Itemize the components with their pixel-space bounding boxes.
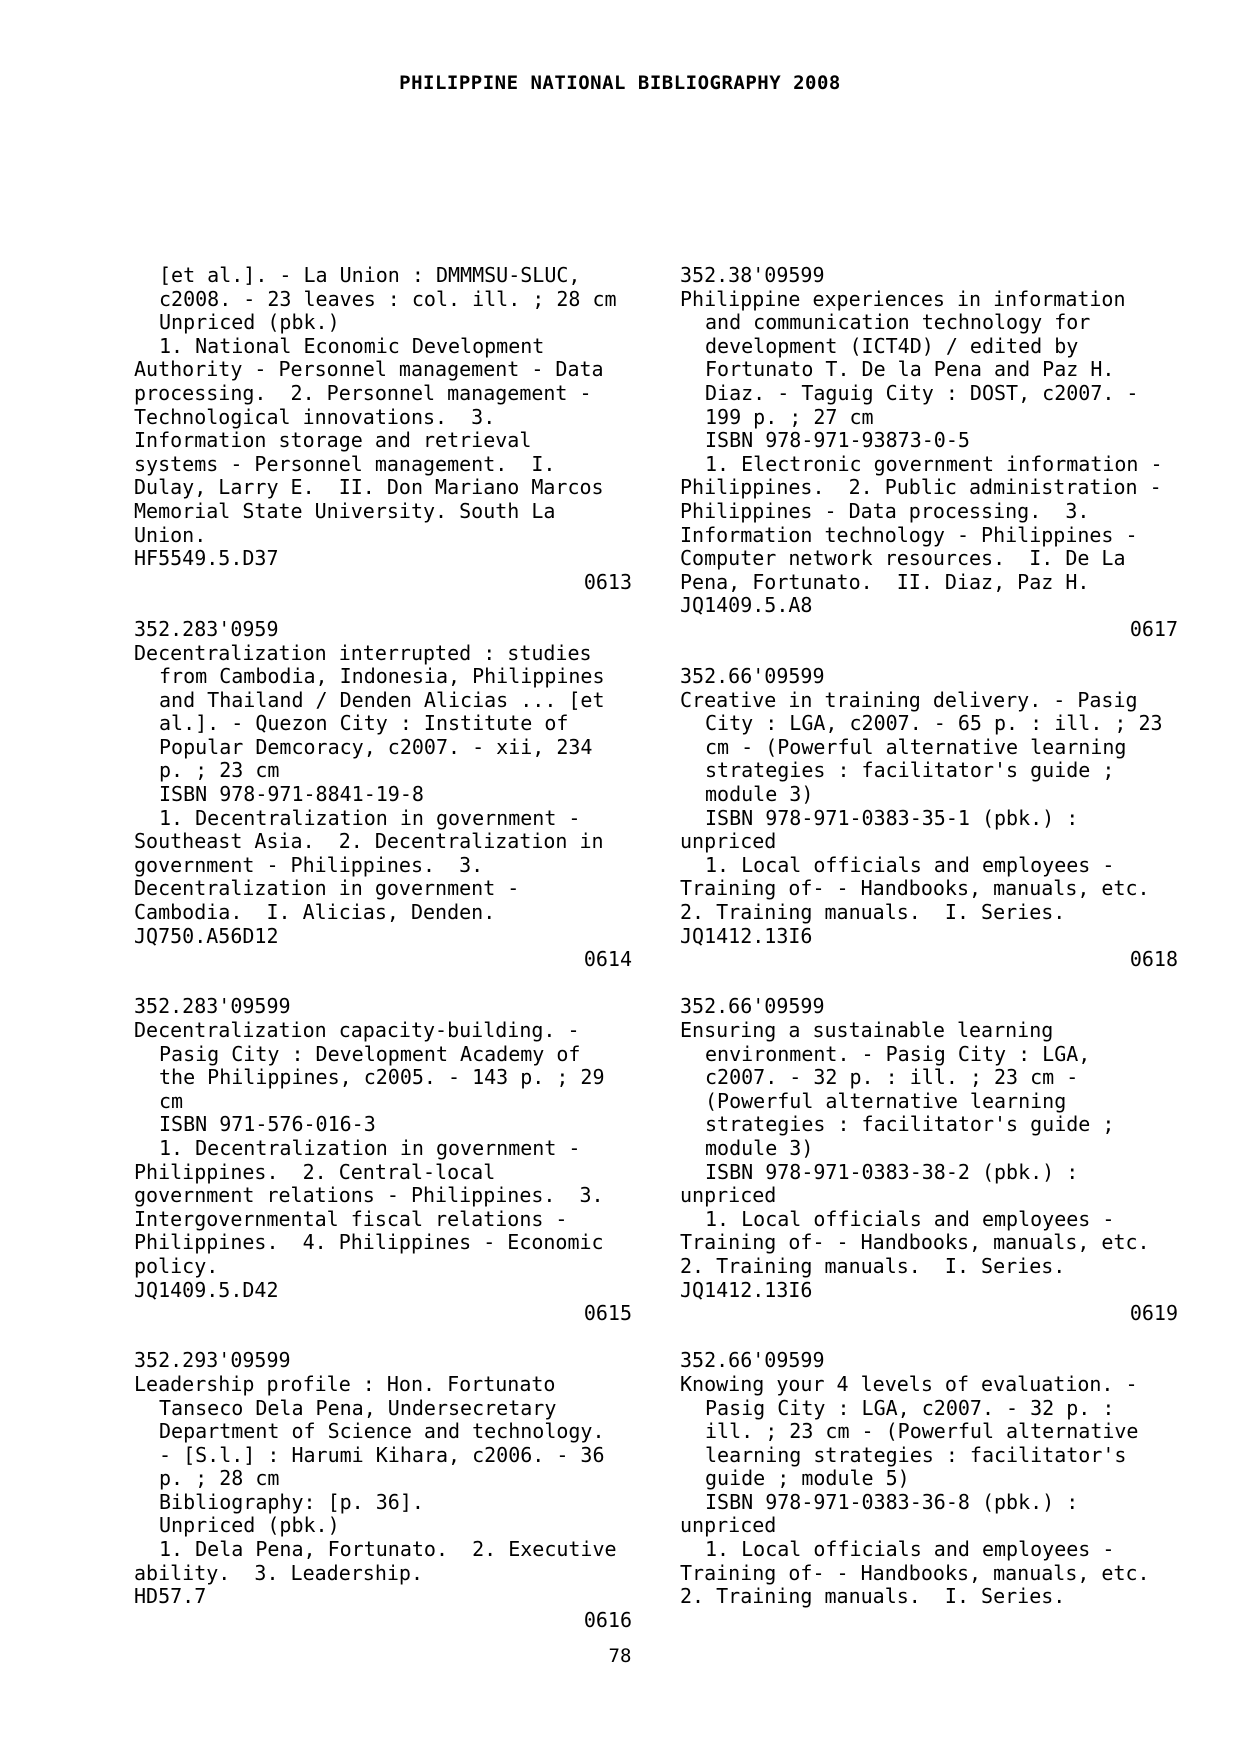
entry-number: 0618: [1129, 947, 1178, 972]
entry-line: (Powerful alternative learning: [705, 1088, 1067, 1113]
entry-line: development (ICT4D) / edited by: [705, 333, 1079, 358]
entry-line: Pasig City : LGA, c2007. - 32 p. :: [705, 1395, 1115, 1420]
entry-line: Intergovernmental fiscal relations -: [134, 1206, 568, 1231]
entry-line: JQ1412.13I6: [680, 1277, 813, 1302]
entry-line: 1. Dela Pena, Fortunato. 2. Executive: [159, 1537, 617, 1562]
classification-number: 352.66'09599: [680, 1348, 825, 1373]
entry-line: and communication technology for: [705, 310, 1091, 335]
entry-line: Creative in training delivery. - Pasig: [680, 687, 1138, 712]
entry-line: government - Philippines. 3.: [134, 852, 484, 877]
entry-line: ISBN 978-971-0383-35-1 (pbk.) :: [705, 805, 1079, 830]
bibliographic-entry: [134, 618, 634, 972]
entry-line: Training of- - Handbooks, manuals, etc.: [680, 1230, 1150, 1255]
entry-line: Bibliography: [p. 36].: [159, 1489, 424, 1514]
entry-line: cm: [159, 1088, 184, 1113]
entry-line: JQ750.A56D12: [134, 923, 279, 948]
entry-line: 1. Local officials and employees -: [705, 1537, 1115, 1562]
entry-line: 2. Training manuals. I. Series.: [680, 1584, 1066, 1609]
entry-line: Decentralization capacity-building. -: [134, 1018, 580, 1042]
entry-line: ISBN 978-971-0383-38-2 (pbk.) :: [705, 1159, 1079, 1184]
classification-number: 352.38'09599: [680, 263, 825, 287]
page-footer: [0, 1645, 1240, 1667]
entry-line: Unpriced (pbk.): [159, 310, 340, 335]
entry-line: Popular Demcoracy, c2007. - xii, 234: [159, 734, 593, 759]
entry-number: 0617: [1129, 616, 1178, 641]
entry-line: al.]. - Quezon City : Institute of: [159, 711, 569, 736]
entry-line: Philippine experiences in information: [680, 286, 1126, 311]
entry-line: environment. - Pasig City : LGA,: [705, 1041, 1091, 1066]
entry-line: City : LGA, c2007. - 65 p. : ill. ; 23: [705, 711, 1163, 736]
entry-line: [et al.]. - La Union : DMMMSU-SLUC,: [159, 263, 581, 287]
entry-line: p. ; 23 cm: [159, 758, 280, 783]
entry-line: JQ1409.5.A8: [680, 593, 813, 618]
entry-line: Philippines. 2. Central-local: [134, 1159, 496, 1184]
entry-line: module 3): [705, 1135, 814, 1160]
entry-line: unpriced: [680, 829, 777, 854]
entry-line: Southeast Asia. 2. Decentralization in: [134, 829, 604, 854]
entry-line: p. ; 28 cm: [159, 1466, 280, 1491]
bibliographic-entry: [134, 264, 634, 594]
entry-line: Unpriced (pbk.): [159, 1513, 340, 1538]
entry-line: 199 p. ; 27 cm: [705, 404, 874, 429]
entry-line: Memorial State University. South La: [134, 498, 556, 523]
entry-line: 1. Local officials and employees -: [705, 852, 1115, 877]
entry-line: Ensuring a sustainable learning: [680, 1018, 1054, 1042]
entry-line: ISBN 978-971-0383-36-8 (pbk.) :: [705, 1489, 1079, 1514]
entry-line: and Thailand / Denden Alicias ... [et: [159, 687, 605, 712]
classification-number: 352.283'0959: [134, 616, 279, 641]
entry-number: 0619: [1129, 1301, 1178, 1326]
entry-line: Philippines. 4. Philippines - Economic: [134, 1230, 604, 1255]
entry-line: HD57.7: [134, 1584, 207, 1609]
entry-line: - [S.l.] : Harumi Kihara, c2006. - 36: [159, 1442, 605, 1467]
entry-line: from Cambodia, Indonesia, Philippines: [159, 664, 605, 689]
right-column: [680, 264, 1180, 1632]
entry-number: 0614: [583, 947, 632, 972]
entry-line: Pena, Fortunato. II. Diaz, Paz H.: [680, 569, 1090, 594]
entry-line: Training of- - Handbooks, manuals, etc.: [680, 1560, 1150, 1585]
entry-line: Decentralization in government -: [134, 876, 520, 901]
entry-line: Knowing your 4 levels of evaluation. -: [680, 1371, 1138, 1396]
page-header: [0, 72, 1240, 94]
left-column: [134, 264, 634, 1656]
entry-line: strategies : facilitator's guide ;: [705, 1112, 1115, 1137]
classification-number: 352.293'09599: [134, 1348, 291, 1373]
entry-line: Philippines - Data processing. 3.: [680, 498, 1090, 523]
entry-line: Diaz. - Taguig City : DOST, c2007. -: [705, 380, 1139, 405]
entry-line: strategies : facilitator's guide ;: [705, 758, 1115, 783]
bibliographic-entry: [680, 995, 1180, 1325]
entry-line: c2007. - 32 p. : ill. ; 23 cm -: [705, 1065, 1079, 1090]
entry-line: ability. 3. Leadership.: [134, 1560, 423, 1585]
entry-line: module 3): [705, 782, 814, 807]
entry-line: Technological innovations. 3.: [134, 404, 496, 429]
classification-number: 352.66'09599: [680, 994, 825, 1019]
entry-line: Pasig City : Development Academy of: [159, 1041, 581, 1066]
entry-line: unpriced: [680, 1513, 777, 1538]
entry-line: JQ1409.5.D42: [134, 1277, 279, 1302]
entry-line: Fortunato T. De la Pena and Paz H.: [705, 357, 1115, 382]
entry-line: c2008. - 23 leaves : col. ill. ; 28 cm: [159, 286, 617, 311]
entry-number: 0616: [583, 1607, 632, 1632]
entry-line: 1. Electronic government information -: [705, 451, 1163, 476]
entry-line: 1. Local officials and employees -: [705, 1206, 1115, 1231]
entry-line: the Philippines, c2005. - 143 p. ; 29: [159, 1065, 605, 1090]
entry-line: Dulay, Larry E. II. Don Mariano Marcos: [134, 475, 604, 500]
entry-line: unpriced: [680, 1183, 777, 1208]
entry-line: ISBN 978-971-93873-0-5: [705, 428, 970, 453]
bibliographic-entry: [134, 1349, 634, 1632]
entry-line: guide ; module 5): [705, 1466, 910, 1491]
bibliographic-entry: [134, 995, 634, 1325]
entry-line: Leadership profile : Hon. Fortunato: [134, 1371, 556, 1396]
entry-line: policy.: [134, 1253, 219, 1278]
entry-line: ISBN 971-576-016-3: [159, 1112, 376, 1137]
entry-line: processing. 2. Personnel management -: [134, 380, 592, 405]
entry-line: HF5549.5.D37: [134, 546, 279, 571]
bibliography-title: PHILIPPINE NATIONAL BIBLIOGRAPHY 2008: [399, 72, 841, 94]
entry-line: Union.: [134, 522, 207, 547]
entry-line: Training of- - Handbooks, manuals, etc.: [680, 876, 1150, 901]
entry-line: ill. ; 23 cm - (Powerful alternative: [705, 1419, 1139, 1444]
entry-line: Decentralization interrupted : studies: [134, 640, 592, 665]
entry-line: Tanseco Dela Pena, Undersecretary: [159, 1395, 557, 1420]
entry-line: Cambodia. I. Alicias, Denden.: [134, 900, 496, 925]
bibliographic-entry: [680, 1349, 1180, 1609]
entry-line: systems - Personnel management. I.: [134, 451, 556, 476]
entry-line: Department of Science and technology.: [159, 1419, 605, 1444]
entry-line: 1. Decentralization in government -: [159, 805, 581, 830]
entry-line: ISBN 978-971-8841-19-8: [159, 782, 424, 807]
entry-line: Computer network resources. I. De La: [680, 546, 1126, 571]
entry-line: cm - (Powerful alternative learning: [705, 734, 1127, 759]
classification-number: 352.283'09599: [134, 994, 291, 1019]
bibliographic-entry: [680, 665, 1180, 972]
entry-line: JQ1412.13I6: [680, 923, 813, 948]
bibliographic-entry: [680, 264, 1180, 642]
entry-line: Information technology - Philippines -: [680, 522, 1138, 547]
entry-line: Information storage and retrieval: [134, 428, 532, 453]
entry-number: 0613: [583, 569, 632, 594]
entry-number: 0615: [583, 1301, 632, 1326]
classification-number: 352.66'09599: [680, 664, 825, 689]
entry-line: Authority - Personnel management - Data: [134, 357, 604, 382]
entry-line: 2. Training manuals. I. Series.: [680, 1253, 1066, 1278]
entry-line: learning strategies : facilitator's: [705, 1442, 1127, 1467]
entry-line: 2. Training manuals. I. Series.: [680, 900, 1066, 925]
entry-line: government relations - Philippines. 3.: [134, 1183, 604, 1208]
entry-line: 1. Decentralization in government -: [159, 1135, 581, 1160]
entry-line: Philippines. 2. Public administration -: [680, 475, 1162, 500]
page-number: 78: [608, 1645, 632, 1667]
entry-line: 1. National Economic Development: [159, 333, 545, 358]
